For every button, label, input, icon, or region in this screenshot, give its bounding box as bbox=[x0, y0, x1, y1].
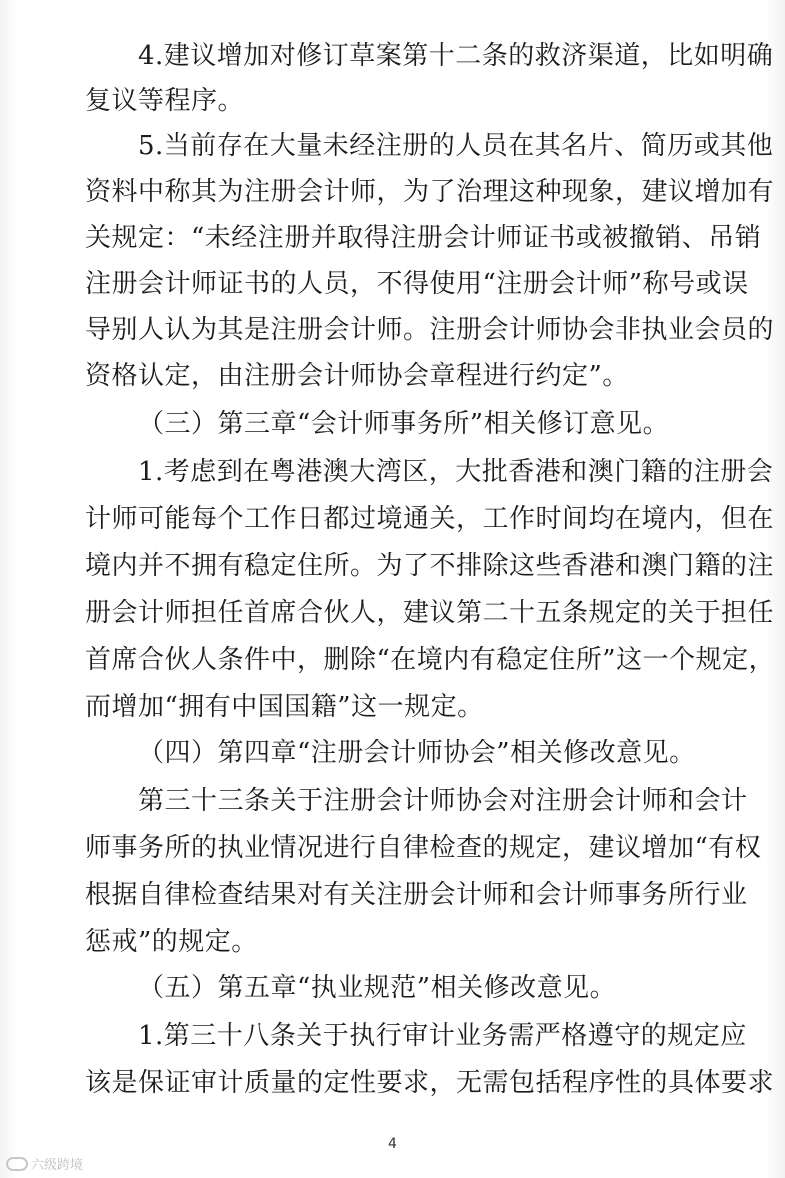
watermark-logo-icon bbox=[6, 1157, 28, 1171]
text-line: 资格认定，由注册会计师协会章程进行约定”。 bbox=[85, 361, 629, 391]
text-line: 关规定：“未经注册并取得注册会计师证书或被撤销、吊销 bbox=[85, 223, 762, 253]
section-heading: （五）第五章“执业规范”相关修改意见。 bbox=[138, 973, 617, 1003]
text-line: 而增加“拥有中国国籍”这一规定。 bbox=[85, 692, 484, 722]
watermark-text: 六级跨境 bbox=[31, 1158, 84, 1173]
text-line: 5.当前存在大量未经注册的人员在其名片、简历或其他 bbox=[138, 131, 774, 161]
page-number: 4 bbox=[388, 1136, 397, 1152]
text-line: 境内并不拥有稳定住所。为了不排除这些香港和澳门籍的注 bbox=[85, 551, 775, 581]
text-line: 该是保证审计质量的定性要求，无需包括程序性的具体要求 bbox=[85, 1068, 775, 1098]
text-line: 首席合伙人条件中，删除“在境内有稳定住所”这一个规定， bbox=[85, 645, 776, 675]
text-line: 复议等程序。 bbox=[85, 86, 245, 116]
text-line: 4.建议增加对修订草案第十二条的救济渠道，比如明确 bbox=[138, 41, 774, 71]
text-line: 资料中称其为注册会计师，为了治理这种现象，建议增加有 bbox=[85, 177, 775, 207]
text-line: 第三十三条关于注册会计师协会对注册会计师和会计 bbox=[138, 786, 748, 816]
section-heading: （四）第四章“注册会计师协会”相关修改意见。 bbox=[138, 738, 696, 768]
text-line: 惩戒”的规定。 bbox=[85, 927, 258, 957]
text-line: 1.考虑到在粤港澳大湾区，大批香港和澳门籍的注册会 bbox=[138, 457, 774, 487]
text-line: 注册会计师证书的人员，不得使用“注册会计师”称号或误 bbox=[85, 269, 749, 299]
text-line: 册会计师担任首席合伙人，建议第二十五条规定的关于担任 bbox=[85, 598, 775, 628]
watermark bbox=[6, 1154, 83, 1173]
text-line: 师事务所的执业情况进行自律检查的规定，建议增加“有权 bbox=[85, 833, 762, 863]
text-line: 导别人认为其是注册会计师。注册会计师协会非执业会员的 bbox=[85, 315, 775, 345]
text-line: 1.第三十八条关于执行审计业务需严格遵守的规定应 bbox=[138, 1021, 747, 1051]
section-heading: （三）第三章“会计师事务所”相关修订意见。 bbox=[138, 409, 670, 439]
text-line: 计师可能每个工作日都过境通关，工作时间均在境内，但在 bbox=[85, 504, 775, 534]
text-line: 根据自律检查结果对有关注册会计师和会计师事务所行业 bbox=[85, 880, 748, 910]
